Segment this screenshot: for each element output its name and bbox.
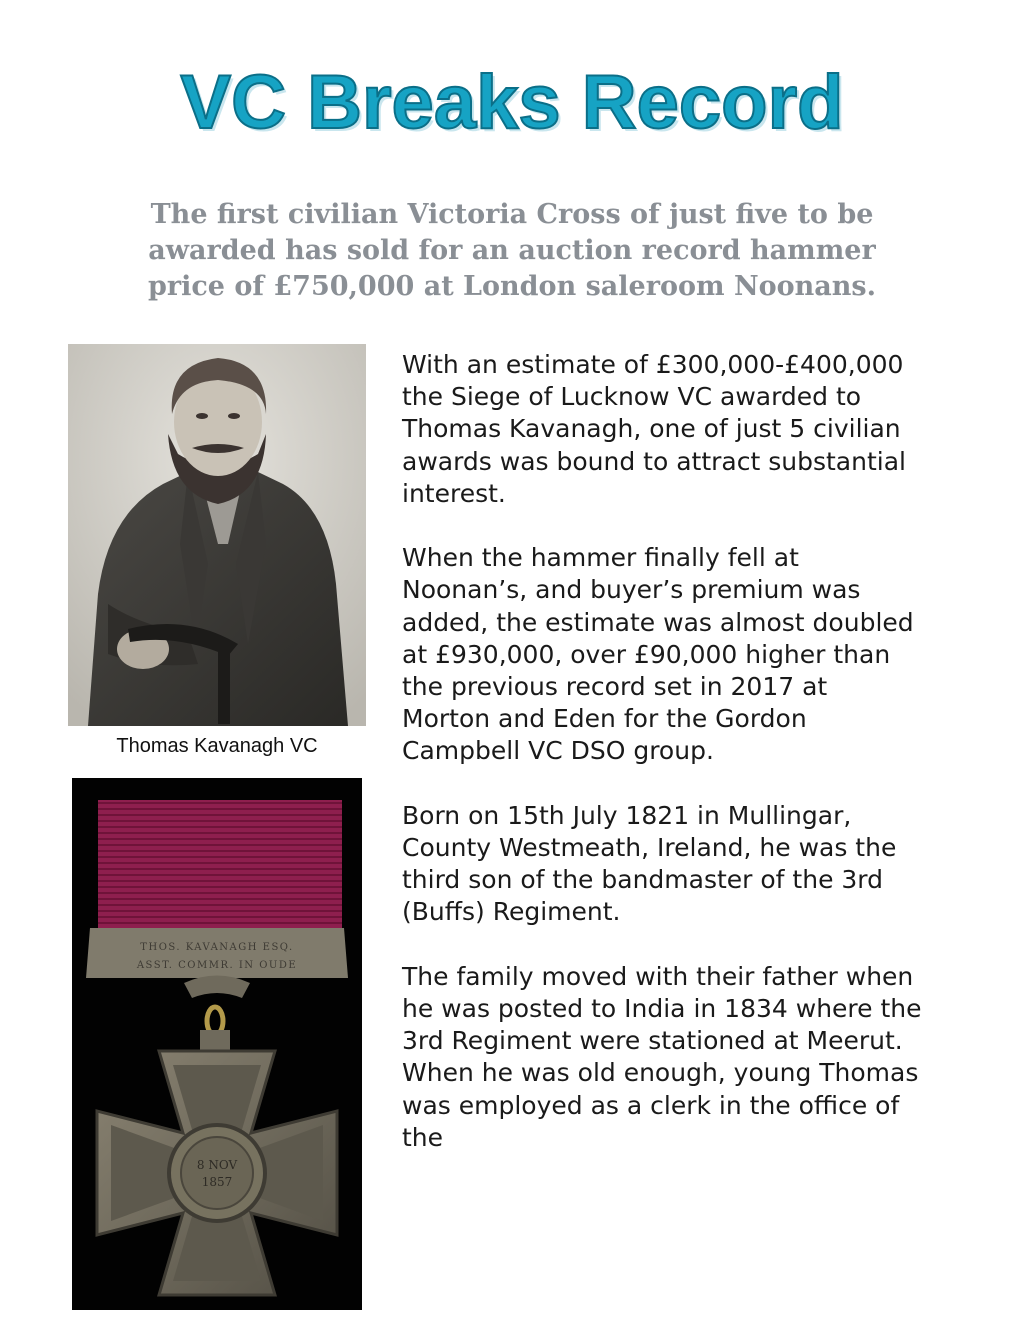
medal-centre-text-line2: 1857 [201, 1175, 233, 1189]
standfirst: The first civilian Victoria Cross of just five to be awarded has sold for an auction record hammer price of £750,000 at London saleroom Noonans. [147, 199, 876, 302]
medal-centre-text-line1: 8 NOV [196, 1158, 238, 1172]
victoria-cross-medal-photo [72, 778, 362, 1310]
portrait-caption: Thomas Kavanagh VC [116, 735, 318, 757]
article-body [402, 349, 922, 1154]
medal-bar-text-line1: THOS. KAVANAGH ESQ. [140, 942, 294, 953]
article-paragraph: With an estimate of £300,000-£400,000 the Siege of Lucknow VC awarded to Thomas Kavanagh, one of just 5 civilian awards was bound to attract substantial interest. [402, 350, 906, 508]
article-paragraph: The family moved with their father when he was posted to India in 1834 where the 3rd Regiment were stationed at Meerut. When he was old enough, young Thomas was employed as a clerk in the office of the [402, 961, 922, 1152]
article-paragraph: When the hammer finally fell at Noonan’s, and buyer’s premium was added, the estimate was almost doubled at £930,000, over £90,000 higher than the previous record set in 2017 at Morton and Eden for the Gordon Campbell VC DSO group. [402, 543, 914, 766]
page-title: VC Breaks Record [180, 60, 844, 145]
article-paragraph: Born on 15th July 1821 in Mullingar, County Westmeath, Ireland, he was the third son of the bandmaster of the 3rd (Buffs) Regiment. [402, 800, 897, 927]
portrait-illustration [68, 344, 366, 726]
medal-bar-text-line2: ASST. COMMR. IN OUDE [136, 960, 298, 971]
medal-illustration [72, 778, 362, 1310]
portrait-photo [68, 344, 366, 726]
medal-ribbon [98, 800, 342, 930]
